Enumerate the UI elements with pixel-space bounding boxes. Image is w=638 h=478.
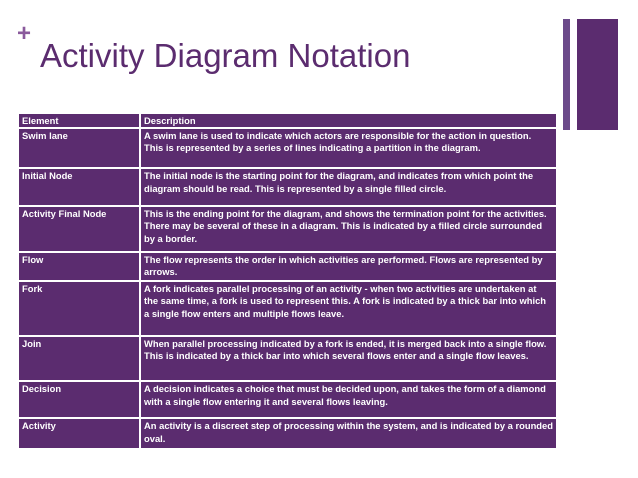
description-cell: A fork indicates parallel processing of an activity - when two activities are undertaken at the same time, a fork is used to represent this. A fork is indicated by a thick bar into which a single flow enters and multiple flows leave. xyxy=(141,282,556,335)
decorative-bar-thin xyxy=(563,19,570,130)
header-description: Description xyxy=(141,114,556,127)
description-cell: A decision indicates a choice that must be decided upon, and takes the form of a diamond with a single flow entering it and several flows leaving. xyxy=(141,382,556,417)
element-cell: Swim lane xyxy=(19,129,139,167)
element-cell: Flow xyxy=(19,253,139,280)
element-cell: Fork xyxy=(19,282,139,335)
table-row xyxy=(19,207,556,251)
table-row xyxy=(19,282,556,335)
element-cell: Activity Final Node xyxy=(19,207,139,251)
description-cell: This is the ending point for the diagram, and shows the termination point for the activities. There may be several of these in a diagram. This is indicated by a filled circle surrounded by a border. xyxy=(141,207,556,251)
table-row xyxy=(19,419,556,448)
slide-title: Activity Diagram Notation xyxy=(40,37,411,74)
plus-decoration: + xyxy=(17,20,32,47)
description-cell: An activity is a discreet step of processing within the system, and is indicated by a rounded oval. xyxy=(141,419,556,448)
element-cell: Initial Node xyxy=(19,169,139,204)
table-row xyxy=(19,169,556,204)
table-row xyxy=(19,337,556,380)
table-row xyxy=(19,253,556,280)
table-row xyxy=(19,129,556,167)
description-cell: The initial node is the starting point for the diagram, and indicates from which point the diagram should be read. This is represented by a single filled circle. xyxy=(141,169,556,204)
element-cell: Activity xyxy=(19,419,139,448)
notation-table xyxy=(19,114,556,448)
description-cell: When parallel processing indicated by a fork is ended, it is merged back into a single flow. This is indicated by a thick bar into which several flows enter and a single flow leaves. xyxy=(141,337,556,380)
table-row xyxy=(19,382,556,417)
description-cell: The flow represents the order in which activities are performed. Flows are represented by arrows. xyxy=(141,253,556,280)
element-cell: Join xyxy=(19,337,139,380)
decorative-bar-thick xyxy=(577,19,618,130)
header-element: Element xyxy=(19,114,139,127)
element-cell: Decision xyxy=(19,382,139,417)
description-cell: A swim lane is used to indicate which actors are responsible for the action in question. This is represented by a series of lines indicating a partition in the diagram. xyxy=(141,129,556,167)
table-header-row xyxy=(19,114,556,127)
